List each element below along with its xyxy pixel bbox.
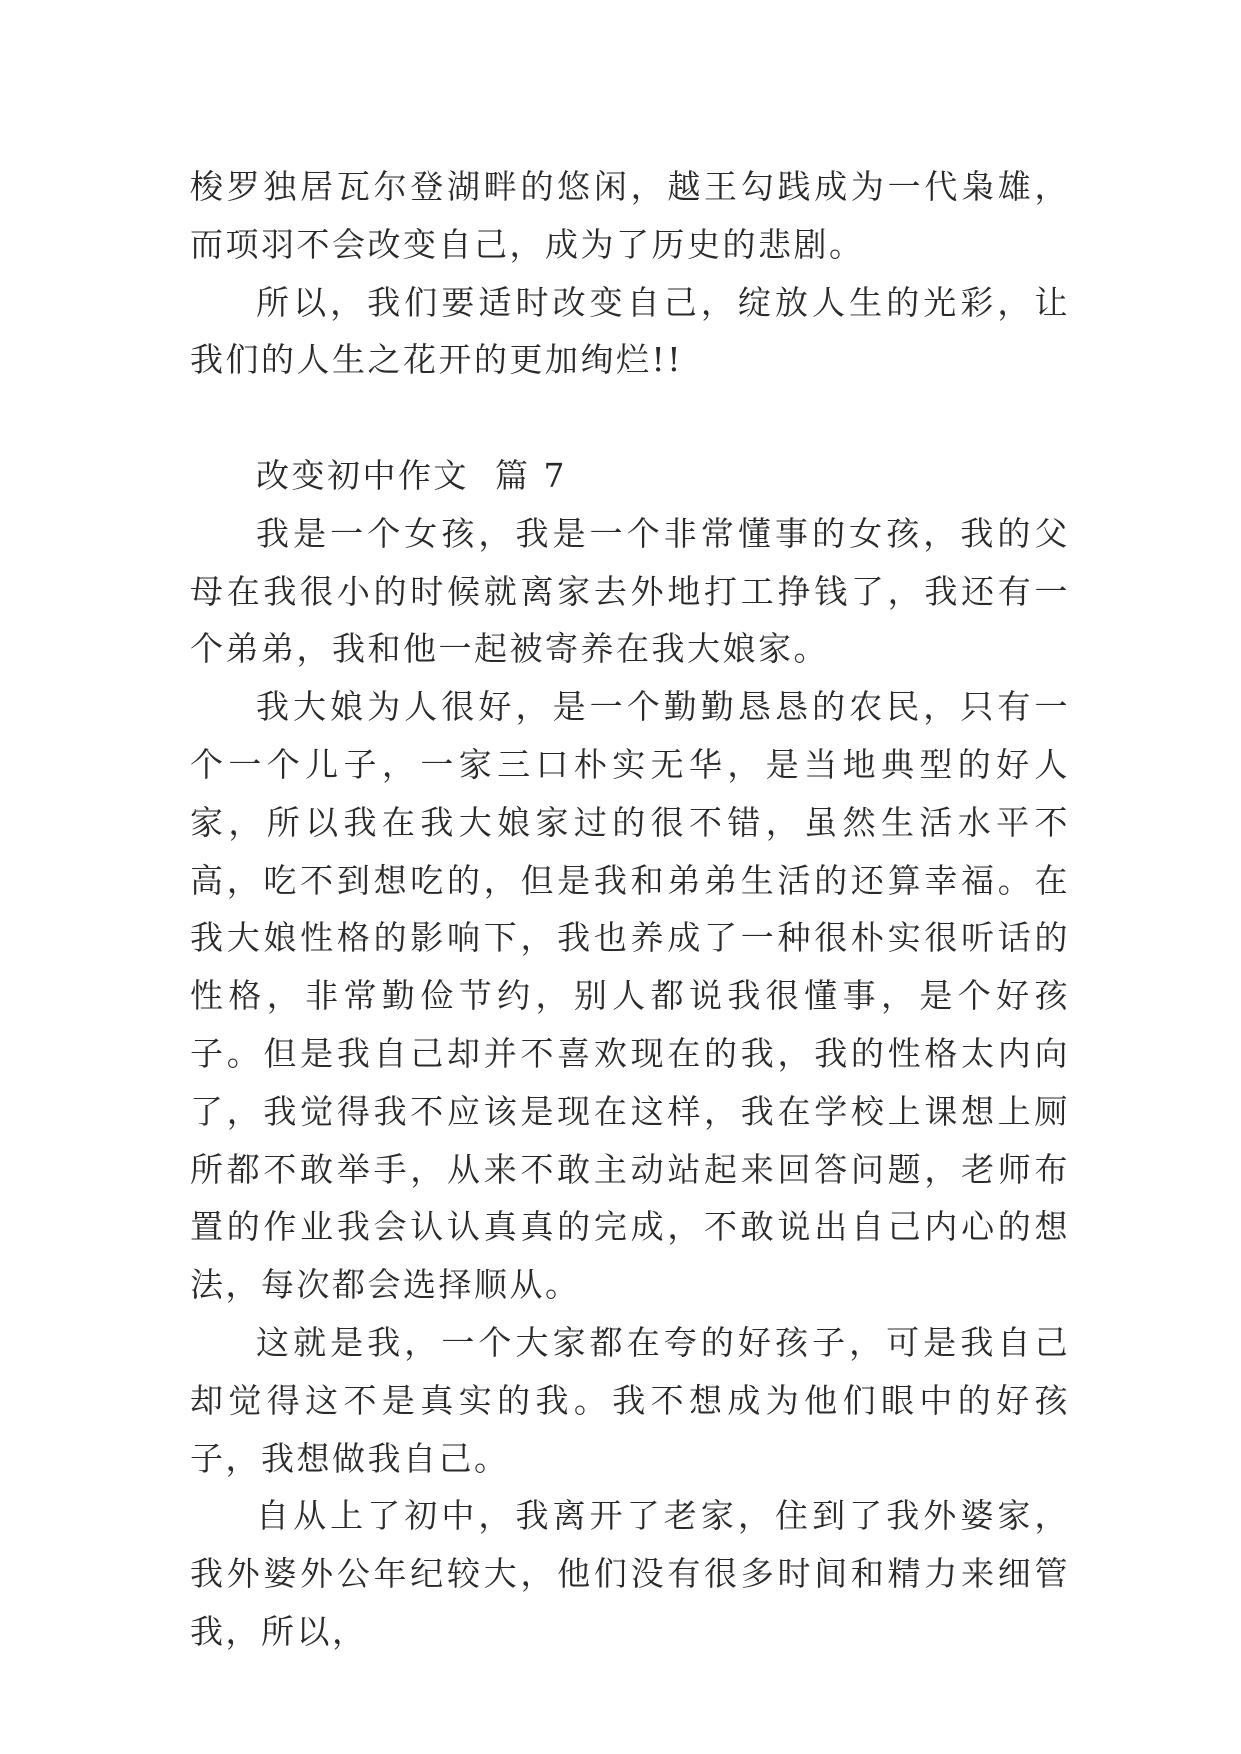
paragraph-conclusion: 所以，我们要适时改变自己，绽放人生的光彩，让我们的人生之花开的更加绚烂!! [190,282,1070,380]
section-spacer [190,389,1070,447]
paragraph: 我大娘为人很好，是一个勤勤恳恳的农民，只有一个一个儿子，一家三口朴实无华，是当地典型的好人家，所以我在我大娘家过的很不错，虽然生活水平不高，吃不到想吃的，但是我和弟弟生活的还算幸福。在我大娘性格的影响下，我也养成了一种很朴实很听话的性格，非常勤俭节约，别人都说我很懂事，是个好孩子。但是我自己却并不喜欢现在的我，我的性格太内向了，我觉得我不应该是现在这样，我在学校上课想上厕所都不敢举手，从来不敢主动站起来回答问题，老师布置的作业我会认认真真的完成，不敢说出自己内心的想法，每次都会选择顺从。 [190,687,1070,1305]
paragraph-continuation: 梭罗独居瓦尔登湖畔的悠闲，越王勾践成为一代枭雄，而项羽不会改变自己，成为了历史的悲剧。 [190,167,1070,264]
paragraph: 这就是我，一个大家都在夸的好孩子，可是我自己却觉得这不是真实的我。我不想成为他们眼中的好孩子，我想做我自己。 [190,1322,1070,1478]
document-body [190,158,1070,1661]
paragraph: 我是一个女孩，我是一个非常懂事的女孩，我的父母在我很小的时候就离家去外地打工挣钱了，我还有一个弟弟，我和他一起被寄养在我大娘家。 [190,513,1070,669]
section-heading: 改变初中作文 篇 7 [256,455,567,495]
paragraph: 自从上了初中，我离开了老家，住到了我外婆家，我外婆外公年纪较大，他们没有很多时间和精力来细管我，所以， [190,1496,1070,1651]
